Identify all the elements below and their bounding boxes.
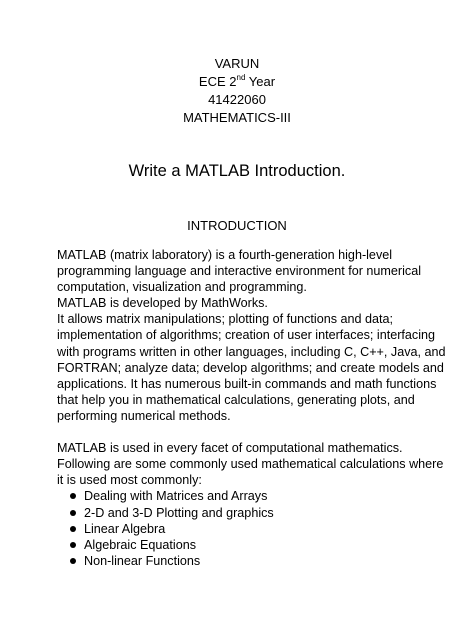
- list-item-text: 2-D and 3-D Plotting and graphics: [84, 505, 274, 520]
- list-item: [57, 505, 427, 521]
- paragraph-line: MATLAB is developed by MathWorks.: [57, 296, 268, 311]
- student-name: VARUN: [214, 56, 260, 71]
- paragraph-line: performing numerical methods.: [57, 408, 231, 423]
- paragraph-line: It allows matrix manipulations; plotting of functions and data;: [57, 312, 394, 327]
- year-suffix: Year: [245, 74, 276, 89]
- subject-name: MATHEMATICS-III: [183, 110, 291, 125]
- year-ordinal-suffix: nd: [236, 72, 246, 82]
- year-prefix: ECE 2: [198, 74, 237, 89]
- paragraph-line: applications. It has numerous built-in commands and math functions: [57, 376, 437, 391]
- roll-number: 41422060: [208, 92, 266, 107]
- paragraph-line: computation, visualization and programming.: [57, 280, 307, 295]
- list-item: [57, 488, 427, 504]
- bullet-icon: [70, 558, 76, 564]
- list-item: [57, 537, 427, 553]
- bullet-icon: [70, 526, 76, 532]
- student-year: [0, 73, 474, 91]
- list-item: [57, 553, 427, 569]
- list-item-text: Non-linear Functions: [84, 553, 201, 568]
- paragraph-line: Following are some commonly used mathematical calculations where: [57, 457, 444, 472]
- usage-paragraph: [57, 440, 444, 488]
- document-body: [57, 247, 446, 569]
- list-item-text: Linear Algebra: [84, 521, 166, 536]
- paragraph-line: MATLAB is used in every facet of computational mathematics.: [57, 441, 403, 456]
- intro-paragraph: [57, 247, 446, 424]
- paragraph-line: implementation of algorithms; creation of user interfaces; interfacing: [57, 328, 435, 343]
- bullet-list: [57, 488, 427, 568]
- list-item-text: Dealing with Matrices and Arrays: [84, 489, 268, 504]
- bullet-icon: [70, 542, 76, 548]
- bullet-icon: [70, 493, 76, 499]
- document-title: Write a MATLAB Introduction.: [128, 162, 346, 180]
- paragraph-line: with programs written in other languages, including C, C++, Java, and: [57, 344, 446, 359]
- paragraph-line: that help you in mathematical calculations, generating plots, and: [57, 392, 415, 407]
- document-header: [0, 55, 474, 127]
- list-item: [57, 521, 427, 537]
- paragraph-line: programming language and interactive environment for numerical: [57, 264, 422, 279]
- paragraph-line: FORTRAN; analyze data; develop algorithms; and create models and: [57, 360, 444, 375]
- list-item-text: Algebraic Equations: [84, 537, 197, 552]
- section-heading: INTRODUCTION: [187, 218, 287, 233]
- paragraph-line: it is used most commonly:: [57, 473, 202, 488]
- bullet-icon: [70, 510, 76, 516]
- paragraph-spacer: [57, 424, 427, 440]
- paragraph-line: MATLAB (matrix laboratory) is a fourth-generation high-level: [57, 248, 393, 262]
